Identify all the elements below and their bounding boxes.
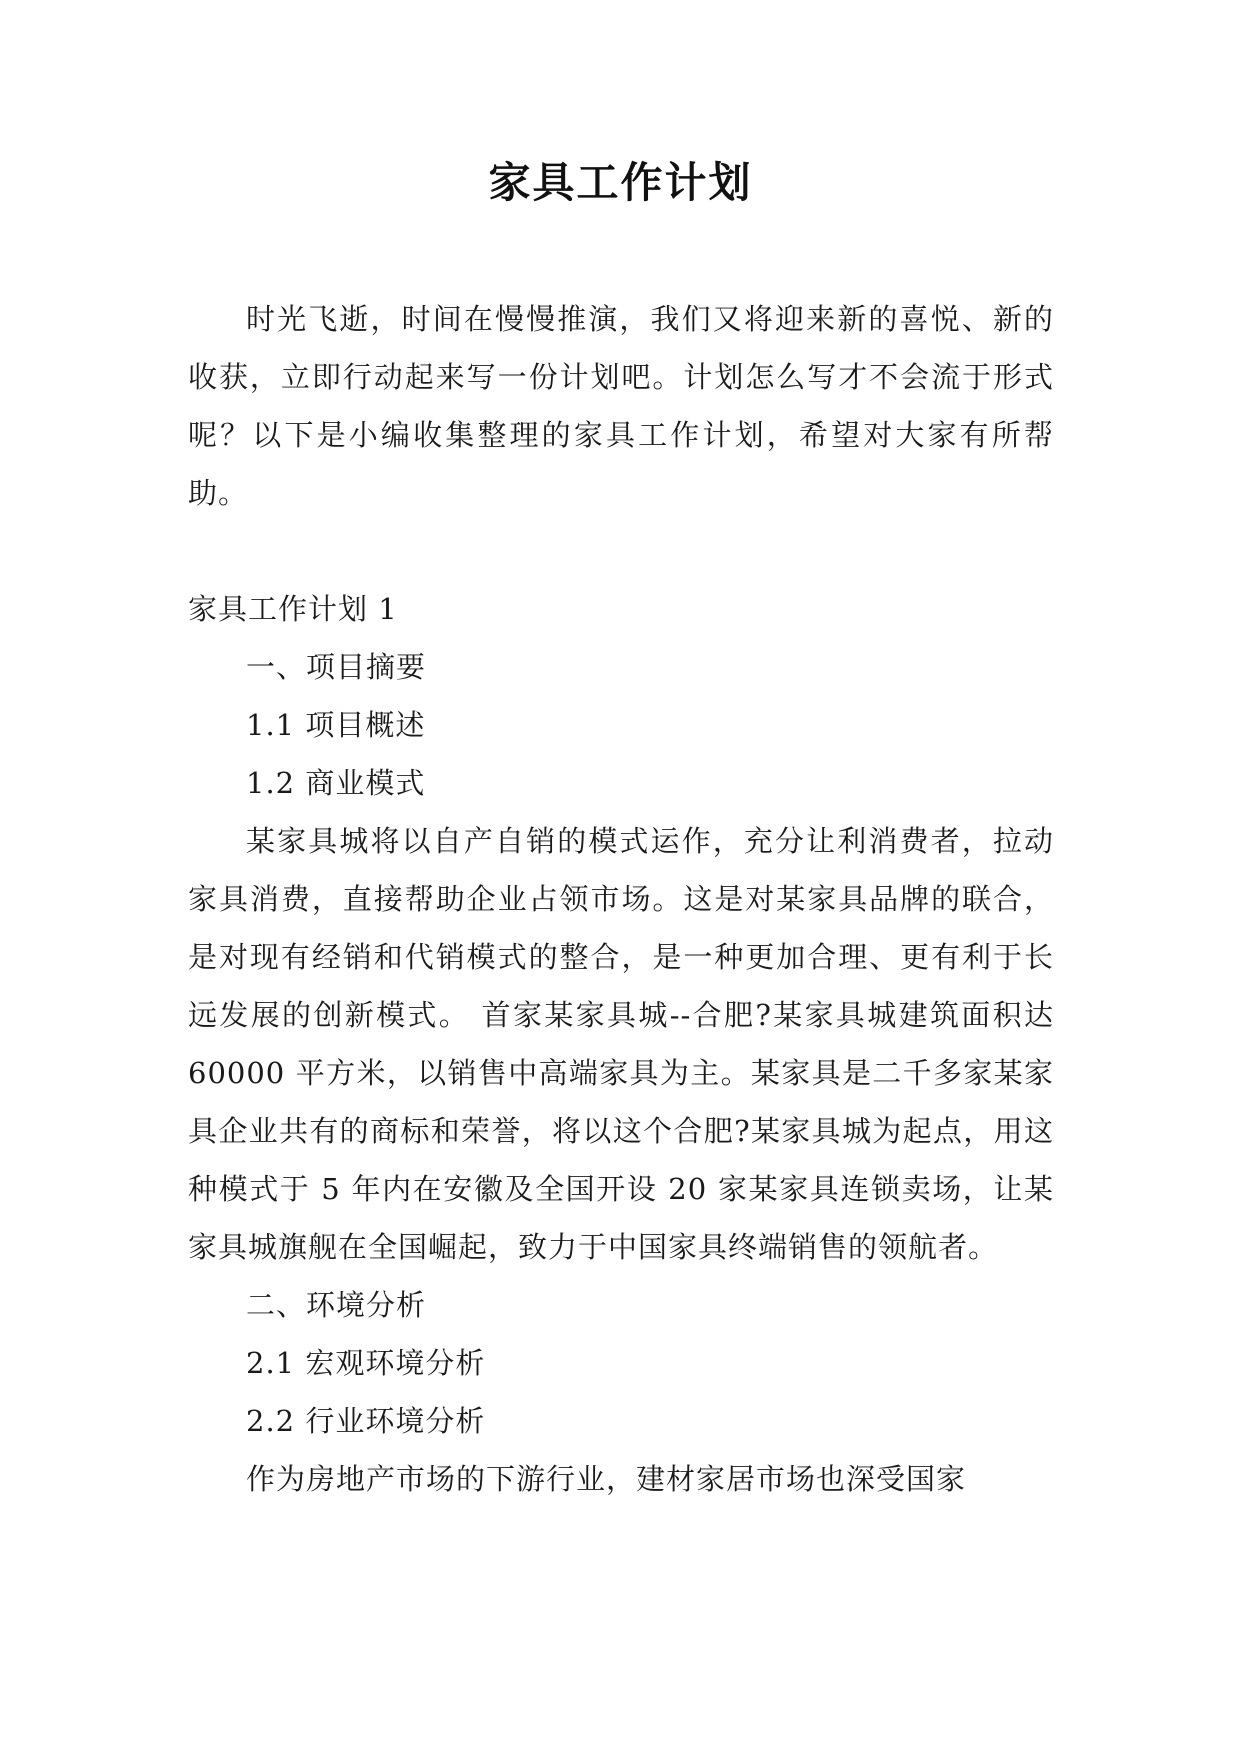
industry-paragraph: 作为房地产市场的下游行业，建材家居市场也深受国家 xyxy=(246,1462,967,1496)
heading-business-model: 1.2 商业模式 xyxy=(246,766,426,800)
business-model-paragraph: 某家具城将以自产自销的模式运作，充分让利消费者，拉动家具消费，直接帮助企业占领市场。这是对某家具品牌的联合，是对现有经销和代销模式的整合，是一种更加合理、更有利于长远发展的创新模式。 首家某家具城--合肥?某家具城建筑面积达 60000 平方米，以销售中高端家具为主。某家具是二千多家某家具企业共有的商标和荣誉，将以这个合肥?某家具城为起点，用这种模式于 5 年内在安徽及全国开设 20 家某家具连锁卖场，让某家具城旗舰在全国崛起，致力于中国家具终端销售的领航者。 xyxy=(188,824,1054,1264)
heading-macro-environment: 2.1 宏观环境分析 xyxy=(246,1346,486,1380)
document-title: 家具工作计划 xyxy=(488,158,753,207)
document-body xyxy=(188,290,1054,1508)
intro-paragraph: 时光飞逝，时间在慢慢推演，我们又将迎来新的喜悦、新的收获，立即行动起来写一份计划吧。计划怎么写才不会流于形式呢？以下是小编收集整理的家具工作计划，希望对大家有所帮助。 xyxy=(188,302,1054,510)
heading-environment-analysis: 二、环境分析 xyxy=(246,1288,427,1322)
heading-project-overview: 1.1 项目概述 xyxy=(246,708,426,742)
spacer xyxy=(188,522,1054,580)
heading-industry-environment: 2.2 行业环境分析 xyxy=(246,1404,486,1438)
heading-project-summary: 一、项目摘要 xyxy=(246,650,427,684)
section-title: 家具工作计划 1 xyxy=(188,592,398,626)
